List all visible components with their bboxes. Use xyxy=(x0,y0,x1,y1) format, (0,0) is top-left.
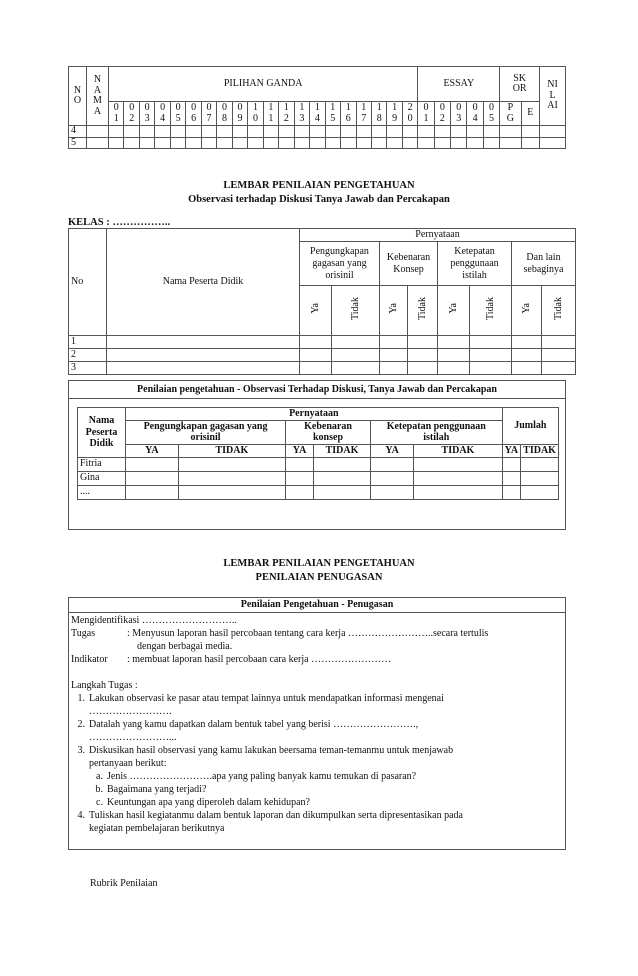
table-row xyxy=(69,362,576,375)
list-item: a. Jenis …………………….apa yang paling banyak kamu temukan di pasaran? xyxy=(96,771,417,782)
criteria-gagasan: Pengungkapan gagasan yang orisinil xyxy=(126,420,286,444)
tidak-label: TIDAK xyxy=(178,444,285,457)
pg-question-number: 1 3 xyxy=(294,102,309,126)
list-item: 4. Tuliskan hasil kegiatanmu dalam bentuk laporan dan dikumpulkan serta dipresentasikan pada kegiatan pembelajaran berikutnya xyxy=(77,810,463,834)
tugas-label: Tugas xyxy=(71,628,96,639)
tidak-label: Tidak xyxy=(416,297,428,320)
student-name: Fitria xyxy=(78,457,126,471)
pg-question-number: 0 5 xyxy=(170,102,185,126)
observation-table xyxy=(68,228,576,375)
pg-question-number: 1 0 xyxy=(248,102,263,126)
title-penugasan-line1: LEMBAR PENILAIAN PENGETAHUAN xyxy=(223,558,415,569)
tidak-label: Tidak xyxy=(552,297,564,320)
row-number: 2 xyxy=(69,349,107,362)
pg-question-number: 2 0 xyxy=(402,102,417,126)
ya-label: Ya xyxy=(520,303,532,314)
essay-question-number: 0 3 xyxy=(451,102,467,126)
pg-question-number: 1 4 xyxy=(310,102,325,126)
pg-question-number: 0 1 xyxy=(109,102,124,126)
table-row xyxy=(69,336,576,349)
student-name: .... xyxy=(78,485,126,499)
pg-question-number: 1 8 xyxy=(371,102,386,126)
tidak-label: TIDAK xyxy=(414,444,502,457)
observation-summary-box xyxy=(68,380,566,530)
ya-label: YA xyxy=(370,444,413,457)
table-row xyxy=(69,126,566,138)
criteria-istilah: Ketepatan penggunaan istilah xyxy=(438,242,512,286)
essay-question-number: 0 5 xyxy=(483,102,499,126)
list-item: 1. Lakukan observasi ke pasar atau tempat lainnya untuk mendapatkan informasi mengenai ……………………. xyxy=(77,693,444,717)
criteria-konsep: Kebenaran Konsep xyxy=(380,242,438,286)
essay-question-number: 0 1 xyxy=(418,102,434,126)
table-row xyxy=(69,137,566,149)
pg-question-number: 1 1 xyxy=(263,102,278,126)
pg-question-number: 0 9 xyxy=(232,102,247,126)
no-header: No xyxy=(69,229,107,336)
criteria-lain: Dan lain sebaginya xyxy=(512,242,576,286)
table-row xyxy=(78,485,559,499)
list-item: c. Keuntungan apa yang diperoleh dalam kehidupan? xyxy=(96,797,310,808)
table-row xyxy=(78,471,559,485)
criteria-konsep: Kebenaran konsep xyxy=(286,420,371,444)
tidak-label: TIDAK xyxy=(313,444,370,457)
tidak-label: TIDAK xyxy=(521,444,559,457)
pg-question-number: 0 8 xyxy=(217,102,232,126)
pg-question-number: 0 3 xyxy=(139,102,154,126)
pg-question-number: 0 2 xyxy=(124,102,139,126)
no-header: N O xyxy=(69,67,87,126)
tugas-text: : Menyusun laporan hasil percobaan tentang cara kerja ……………………..secara tertulis xyxy=(127,628,489,639)
pg-question-number: 0 7 xyxy=(201,102,216,126)
ya-label: Ya xyxy=(447,303,459,314)
box-title: Penilaian pengetahuan - Observasi Terhadap Diskusi, Tanya Jawab dan Percakapan xyxy=(69,381,565,399)
mengidentifikasi-line: Mengidentifikasi ……………………….. xyxy=(71,615,237,626)
pg-question-number: 1 6 xyxy=(341,102,356,126)
student-name: Gina xyxy=(78,471,126,485)
tidak-label: Tidak xyxy=(484,297,496,320)
nilai-header: NI L AI xyxy=(540,67,566,126)
pernyataan-header: Pernyataan xyxy=(300,229,576,242)
row-number: 5 xyxy=(69,137,87,149)
title-penugasan-line2: PENILAIAN PENUGASAN xyxy=(255,572,383,583)
tugas-text-cont: dengan berbagai media. xyxy=(137,641,233,652)
skor-pg-label: P G xyxy=(500,102,521,126)
indikator-label: Indikator xyxy=(71,654,108,665)
essay-header: ESSAY xyxy=(418,67,500,102)
pg-question-number: 1 5 xyxy=(325,102,340,126)
list-item: 3. Diskusikan hasil observasi yang kamu lakukan beersama teman-temanmu untuk menjawab pertanyaan berikut: xyxy=(77,745,454,769)
pg-question-number: 1 9 xyxy=(387,102,402,126)
pg-question-number: 0 4 xyxy=(155,102,170,126)
pernyataan-header: Pernyataan xyxy=(126,408,503,421)
ya-label: Ya xyxy=(309,303,321,314)
ya-label: Ya xyxy=(387,303,399,314)
title-observasi-line1: LEMBAR PENILAIAN PENGETAHUAN xyxy=(223,180,415,191)
jumlah-header: Jumlah xyxy=(502,408,558,445)
nama-header: Nama Peserta Didik xyxy=(78,408,126,458)
nama-peserta-header: Nama Peserta Didik xyxy=(107,229,300,336)
list-item: b. Bagaimana yang terjadi? xyxy=(95,784,207,795)
table-row xyxy=(78,457,559,471)
essay-question-number: 0 4 xyxy=(467,102,483,126)
title-observasi-line2: Observasi terhadap Diskusi Tanya Jawab dan Percakapan xyxy=(188,194,450,205)
ya-label: YA xyxy=(502,444,521,457)
score-table xyxy=(68,66,566,149)
list-item: 2. Datalah yang kamu dapatkan dalam bentuk tabel yang berisi ……………………., ……………………... xyxy=(77,719,419,743)
pg-question-number: 1 7 xyxy=(356,102,371,126)
essay-question-number: 0 2 xyxy=(434,102,450,126)
rubrik-heading: Rubrik Penilaian xyxy=(90,878,158,889)
indikator-text: : membuat laporan hasil percobaan cara kerja …………………… xyxy=(127,654,392,665)
langkah-heading: Langkah Tugas : xyxy=(71,680,138,691)
box-title: Penilaian Pengetahuan - Penugasan xyxy=(69,598,565,613)
skor-header: SK OR xyxy=(500,67,540,102)
table-row xyxy=(69,349,576,362)
ya-label: YA xyxy=(286,444,314,457)
tidak-label: Tidak xyxy=(349,297,361,320)
criteria-gagasan: Pengungkapan gagasan yang orisinil xyxy=(300,242,380,286)
kelas-label: KELAS : …………….. xyxy=(68,217,171,228)
row-number: 1 xyxy=(69,336,107,349)
pg-question-number: 1 2 xyxy=(279,102,294,126)
penugasan-box xyxy=(68,597,566,850)
row-number: 4 xyxy=(69,126,87,138)
criteria-istilah: Ketepatan penggunaan istilah xyxy=(370,420,502,444)
skor-e-label: E xyxy=(521,102,539,126)
row-number: 3 xyxy=(69,362,107,375)
observation-summary-table xyxy=(77,407,559,500)
pg-question-number: 0 6 xyxy=(186,102,201,126)
pilihan-ganda-header: PILIHAN GANDA xyxy=(109,67,418,102)
ya-label: YA xyxy=(126,444,179,457)
nama-header: N A M A xyxy=(87,67,109,126)
